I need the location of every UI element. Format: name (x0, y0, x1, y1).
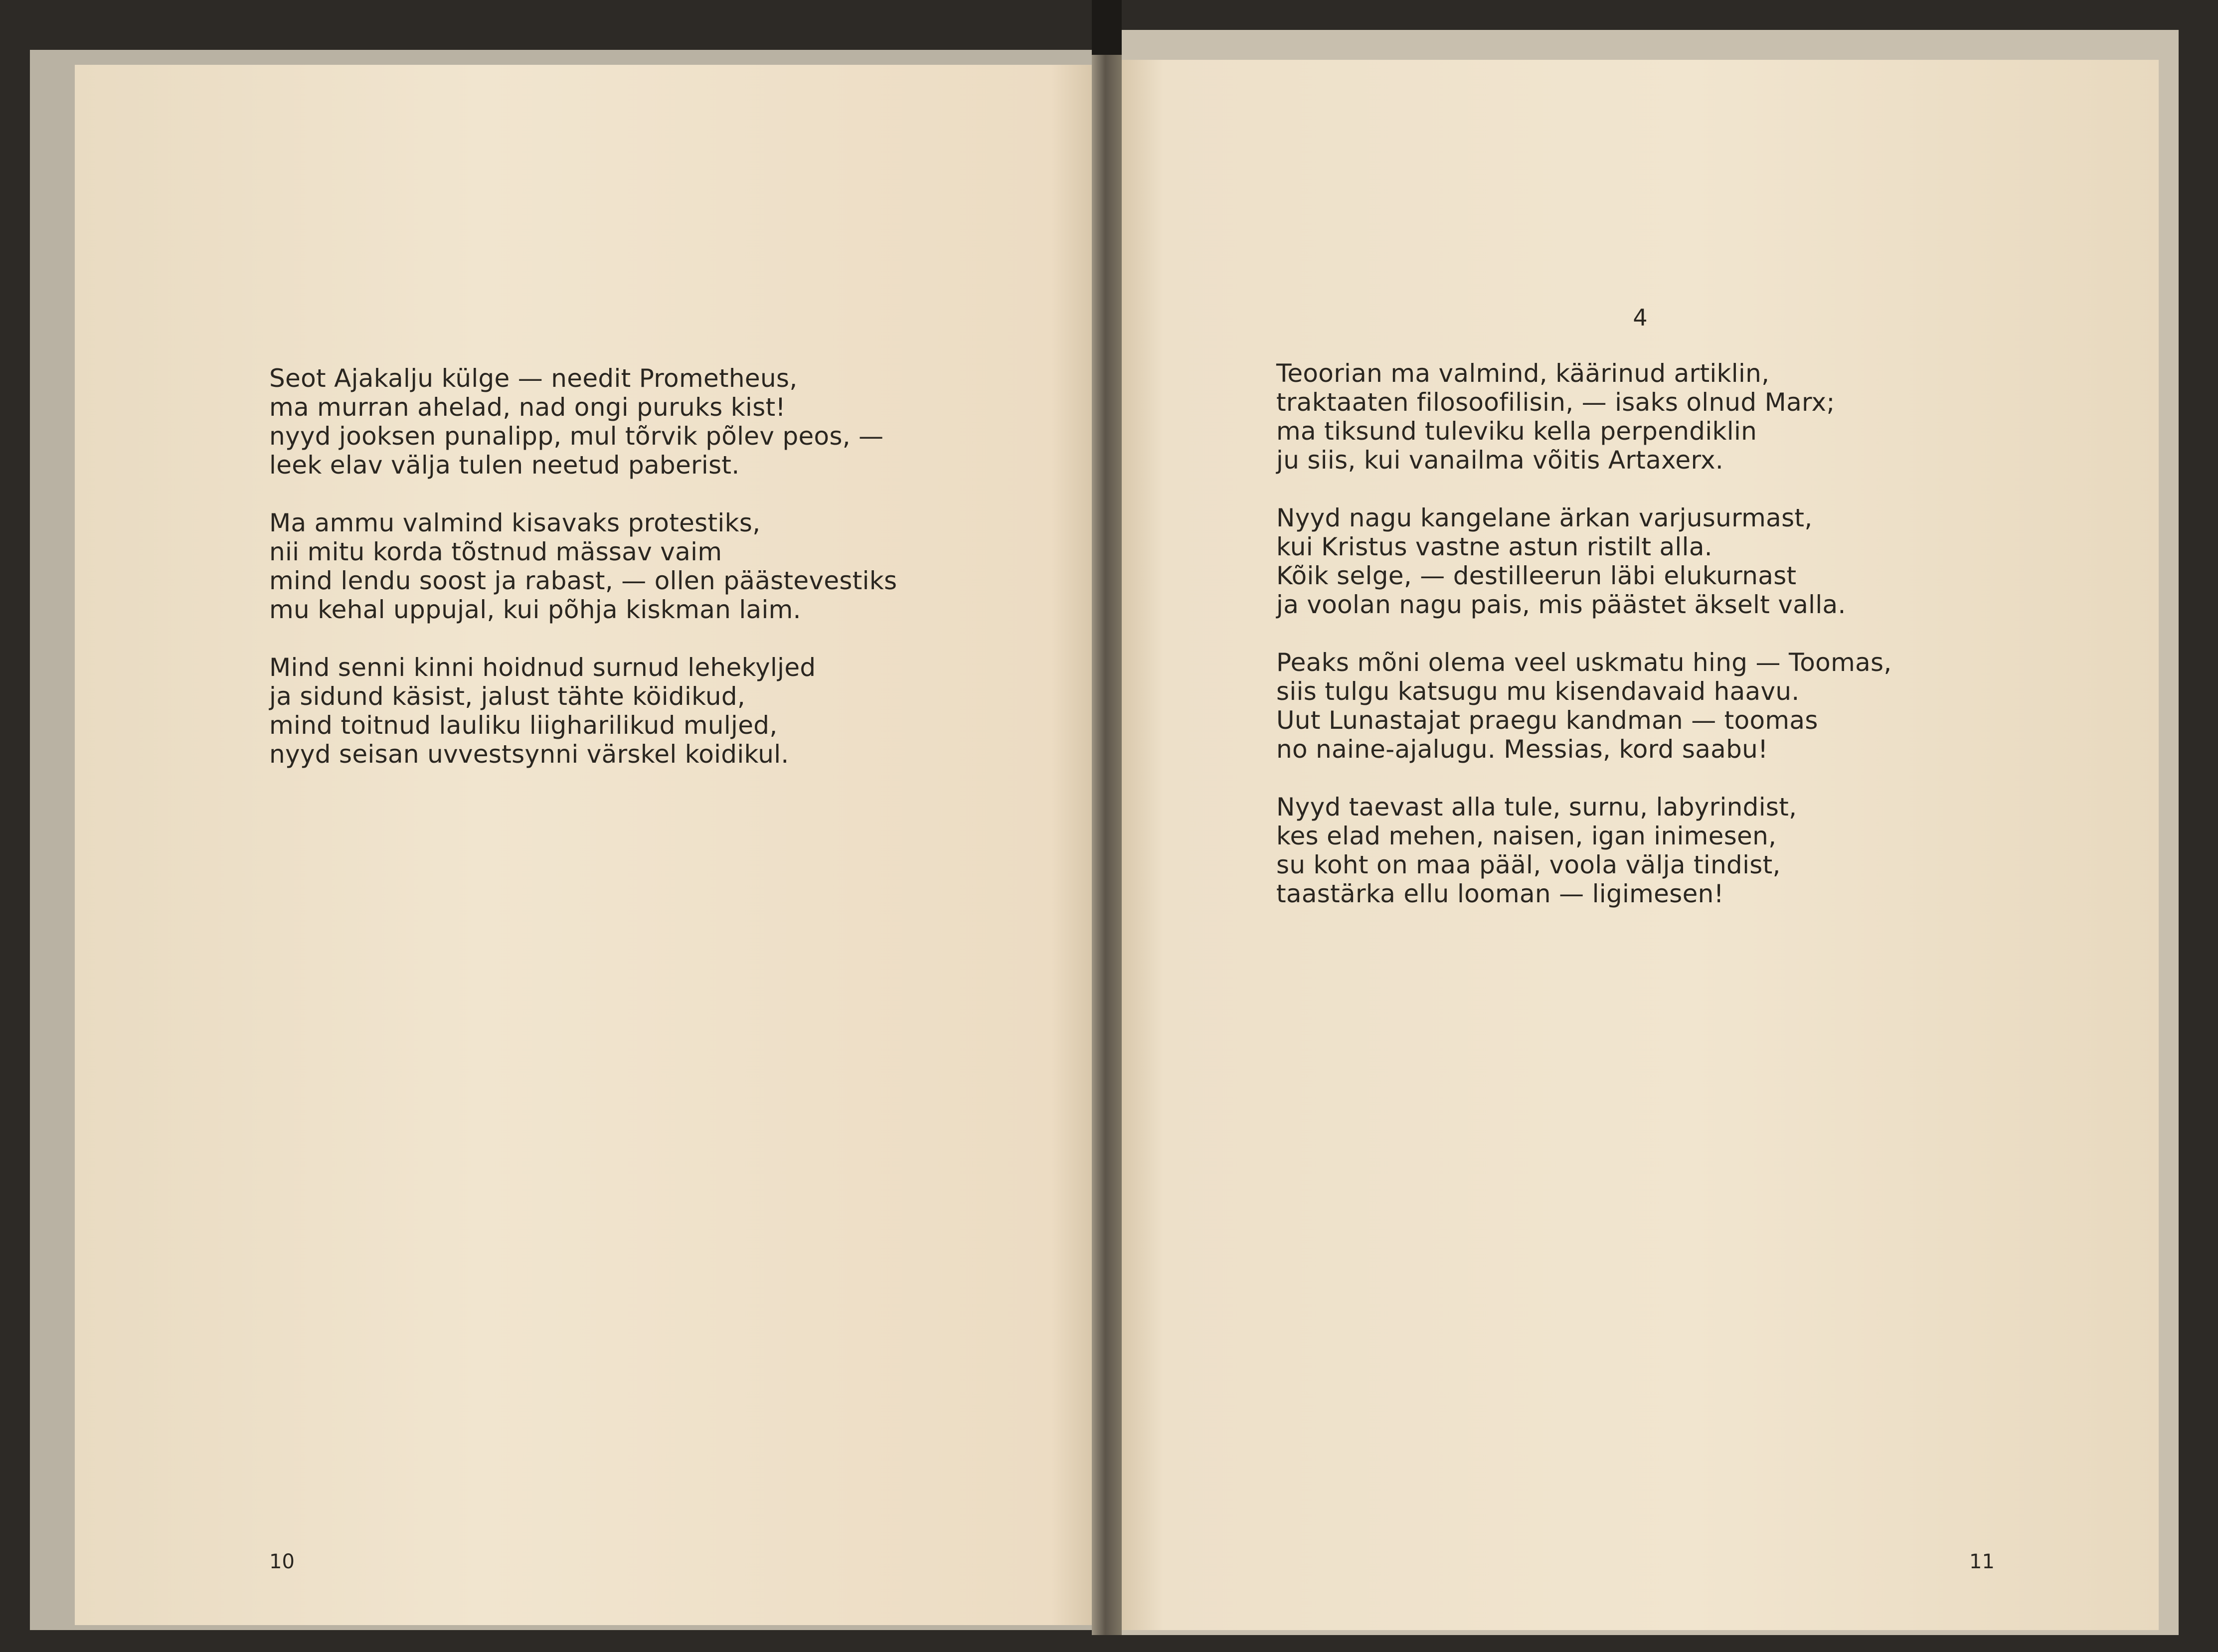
left-poem (269, 364, 1157, 798)
left-page (75, 65, 1092, 1625)
poem-line: ja voolan nagu pais, mis päästet äkselt valla. (1276, 590, 1846, 619)
stanza (269, 364, 1157, 480)
stanza (1276, 359, 2149, 475)
poem-line: siis tulgu katsugu mu kisendavaid haavu. (1276, 677, 1800, 706)
stanza (1276, 648, 2149, 764)
poem-line: no naine-ajalugu. Messias, kord saabu! (1276, 735, 1768, 764)
book-gutter (1092, 40, 1122, 1635)
poem-line: ma tiksund tuleviku kella perpendiklin (1276, 417, 1757, 446)
stanza (269, 508, 1157, 624)
spine-top (1092, 0, 1122, 55)
poem-line: Uut Lunastajat praegu kandman — toomas (1276, 706, 1818, 735)
poem-line: ju siis, kui vanailma võitis Artaxerx. (1276, 446, 1724, 475)
poem-line: Kõik selge, — destilleerun läbi elukurnast (1276, 561, 1797, 590)
poem-line: mu kehal uppujal, kui põhja kiskman laim. (269, 595, 801, 624)
poem-line: Nyyd nagu kangelane ärkan varjusurmast, (1276, 503, 1813, 532)
poem-line: Teoorian ma valmind, käärinud artiklin, (1276, 359, 1770, 388)
poem-line: ma murran ahelad, nad ongi puruks kist! (269, 393, 786, 422)
poem-line: Peaks mõni olema veel uskmatu hing — Toomas, (1276, 648, 1892, 677)
poem-line: kes elad mehen, naisen, igan inimesen, (1276, 822, 1777, 850)
poem-line: Ma ammu valmind kisavaks protestiks, (269, 508, 761, 537)
stanza (1276, 503, 2149, 619)
poem-line: leek elav välja tulen neetud paberist. (269, 451, 740, 480)
poem-line: kui Kristus vastne astun ristilt alla. (1276, 532, 1712, 561)
poem-line: Nyyd taevast alla tule, surnu, labyrindist, (1276, 793, 1797, 822)
stanza (1276, 793, 2149, 908)
poem-line: traktaaten filosoofilisin, — isaks olnud Marx; (1276, 388, 1835, 417)
page-number-right: 11 (1969, 1550, 1995, 1573)
section-number: 4 (1633, 304, 1648, 331)
poem-line: mind toitnud lauliku liigharilikud muljed, (269, 711, 778, 740)
poem-line: mind lendu soost ja rabast, — ollen päästevestiks (269, 566, 897, 595)
poem-line: ja sidund käsist, jalust tähte köidikud, (269, 682, 746, 711)
poem-line: nii mitu korda tõstnud mässav vaim (269, 537, 722, 566)
right-page (1122, 60, 2159, 1630)
stanza (269, 653, 1157, 769)
page-number-left: 10 (269, 1550, 295, 1573)
poem-line: Mind senni kinni hoidnud surnud lehekyljed (269, 653, 816, 682)
poem-line: su koht on maa pääl, voola välja tindist, (1276, 850, 1781, 879)
poem-line: Seot Ajakalju külge — needit Prometheus, (269, 364, 798, 393)
poem-line: nyyd seisan uvvestsynni värskel koidikul. (269, 740, 789, 769)
right-poem (1276, 359, 2149, 937)
poem-line: nyyd jooksen punalipp, mul tõrvik põlev peos, — (269, 422, 884, 451)
poem-line: taastärka ellu looman — ligimesen! (1276, 879, 1724, 908)
